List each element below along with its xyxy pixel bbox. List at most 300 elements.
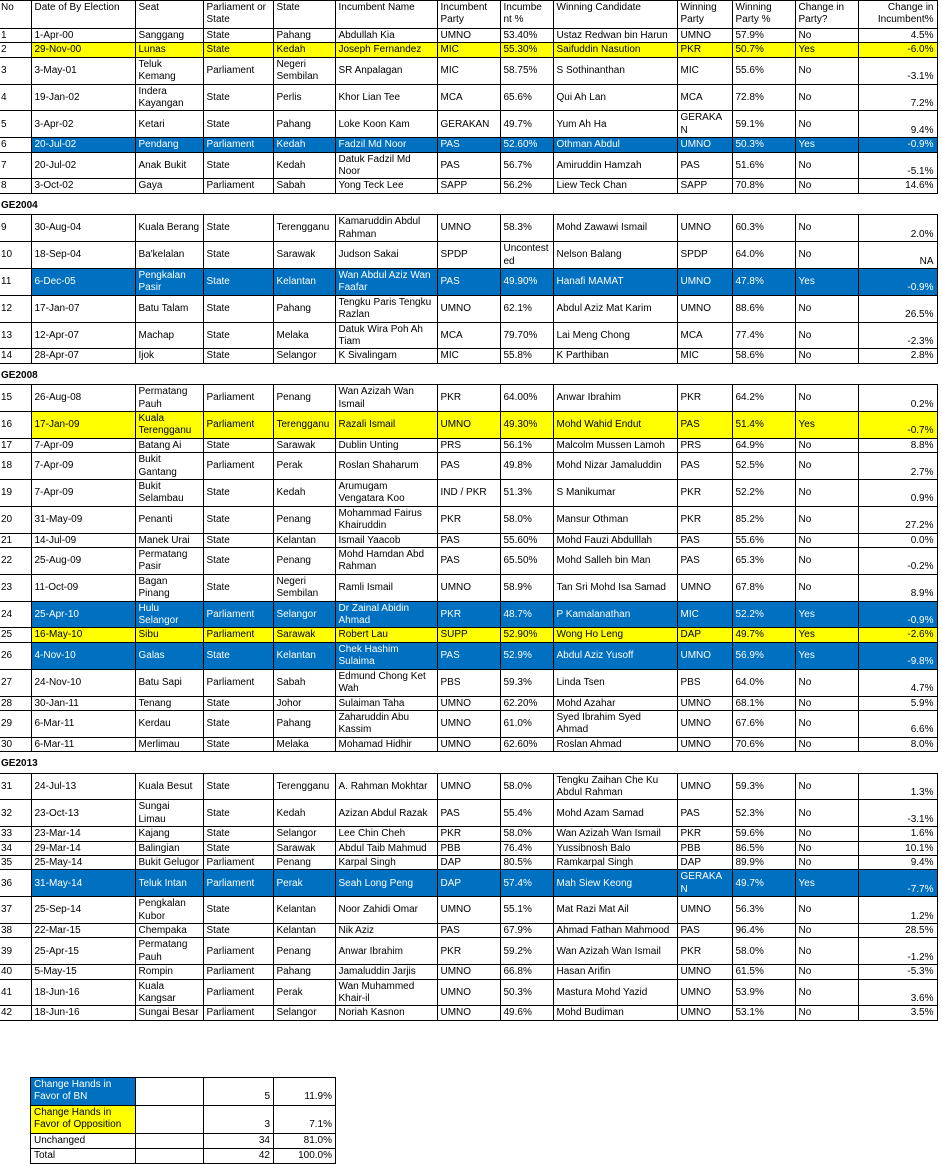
cell-parliament-or-state: Parliament xyxy=(203,855,273,869)
cell-no: 12 xyxy=(0,295,31,322)
cell-incumbent-name: Khor Lian Tee xyxy=(335,84,437,111)
cell-change-in-party: No xyxy=(795,827,858,841)
cell-change-in-party: No xyxy=(795,800,858,827)
cell-winning-candidate: Nelson Balang xyxy=(553,242,677,269)
cell-winning-party: MCA xyxy=(677,322,732,349)
cell-state: Perak xyxy=(273,979,335,1006)
cell-winning-candidate: Wong Ho Leng xyxy=(553,628,677,642)
cell-no: 33 xyxy=(0,827,31,841)
cell-incumbent-party: SAPP xyxy=(437,179,500,193)
cell-change-in-incumbent-pct: -5.3% xyxy=(858,965,937,979)
cell-incumbent-pct: 49.90% xyxy=(500,268,553,295)
header-date: Date of By Election xyxy=(31,1,135,29)
table-row xyxy=(0,57,937,84)
cell-change-in-party: No xyxy=(795,480,858,507)
cell-no: 24 xyxy=(0,601,31,628)
cell-change-in-incumbent-pct: -2.6% xyxy=(858,628,937,642)
cell-change-in-incumbent-pct: 28.5% xyxy=(858,924,937,938)
cell-incumbent-pct: 55.4% xyxy=(500,800,553,827)
cell-incumbent-name: Yong Teck Lee xyxy=(335,179,437,193)
cell-winning-candidate: Mohd Azam Samad xyxy=(553,800,677,827)
cell-incumbent-name: Arumugam Vengatara Koo xyxy=(335,480,437,507)
cell-incumbent-name: Ramli Ismail xyxy=(335,574,437,601)
cell-winning-party-pct: 56.3% xyxy=(732,897,795,924)
cell-incumbent-pct: 66.8% xyxy=(500,965,553,979)
cell-parliament-or-state: Parliament xyxy=(203,1006,273,1020)
cell-seat: Batu Talam xyxy=(135,295,203,322)
cell-date: 25-May-14 xyxy=(31,855,135,869)
cell-incumbent-party: SPDP xyxy=(437,242,500,269)
cell-no: 18 xyxy=(0,453,31,480)
cell-incumbent-pct: 56.1% xyxy=(500,438,553,452)
cell-state: Pahang xyxy=(273,29,335,43)
cell-state: Kelantan xyxy=(273,924,335,938)
cell-state: Johor xyxy=(273,696,335,710)
cell-incumbent-party: PAS xyxy=(437,800,500,827)
header-incumbent-party: Incumbent Party xyxy=(437,1,500,29)
cell-change-in-incumbent-pct: -0.2% xyxy=(858,548,937,575)
table-row xyxy=(0,138,937,152)
cell-incumbent-pct: 55.30% xyxy=(500,43,553,57)
cell-change-in-party: Yes xyxy=(795,43,858,57)
cell-no: 42 xyxy=(0,1006,31,1020)
table-row xyxy=(0,349,937,363)
cell-winning-candidate: Mastura Mohd Yazid xyxy=(553,979,677,1006)
cell-incumbent-pct: 48.7% xyxy=(500,601,553,628)
cell-date: 24-Jul-13 xyxy=(31,773,135,800)
cell-winning-candidate: Wan Azizah Wan Ismail xyxy=(553,938,677,965)
cell-change-in-incumbent-pct: 14.6% xyxy=(858,179,937,193)
cell-parliament-or-state: State xyxy=(203,897,273,924)
cell-state: Pahang xyxy=(273,965,335,979)
cell-change-in-party: No xyxy=(795,737,858,751)
cell-incumbent-party: MIC xyxy=(437,43,500,57)
cell-incumbent-name: Jamaluddin Jarjis xyxy=(335,965,437,979)
cell-state: Sarawak xyxy=(273,242,335,269)
cell-state: Pahang xyxy=(273,111,335,138)
summary-count: 3 xyxy=(204,1105,274,1133)
cell-incumbent-name: Datuk Wira Poh Ah Tiam xyxy=(335,322,437,349)
cell-incumbent-name: Razali Ismail xyxy=(335,411,437,438)
cell-parliament-or-state: State xyxy=(203,800,273,827)
cell-winning-party: UMNO xyxy=(677,642,732,669)
cell-seat: Bukit Gantang xyxy=(135,453,203,480)
summary-empty xyxy=(136,1105,204,1133)
cell-state: Perlis xyxy=(273,84,335,111)
cell-change-in-party: No xyxy=(795,84,858,111)
cell-state: Selangor xyxy=(273,1006,335,1020)
cell-winning-party: GERAKA N xyxy=(677,111,732,138)
cell-incumbent-party: IND / PKR xyxy=(437,480,500,507)
cell-no: 16 xyxy=(0,411,31,438)
cell-seat: Teluk Intan xyxy=(135,870,203,897)
cell-winning-party-pct: 64.9% xyxy=(732,438,795,452)
summary-empty xyxy=(136,1133,204,1148)
cell-change-in-incumbent-pct: 9.4% xyxy=(858,111,937,138)
cell-winning-candidate: Wan Azizah Wan Ismail xyxy=(553,827,677,841)
table-row xyxy=(0,506,937,533)
cell-winning-party: UMNO xyxy=(677,979,732,1006)
summary-label: Change Hands in Favor of BN xyxy=(31,1078,136,1106)
cell-date: 16-May-10 xyxy=(31,628,135,642)
cell-incumbent-name: Edmund Chong Ket Wah xyxy=(335,669,437,696)
cell-state: Kelantan xyxy=(273,268,335,295)
cell-state: Selangor xyxy=(273,349,335,363)
cell-winning-party-pct: 49.7% xyxy=(732,870,795,897)
cell-state: Terengganu xyxy=(273,773,335,800)
cell-no: 38 xyxy=(0,924,31,938)
cell-no: 31 xyxy=(0,773,31,800)
cell-incumbent-pct: 58.3% xyxy=(500,215,553,242)
table-row xyxy=(0,924,937,938)
cell-winning-candidate: Abdul Aziz Yusoff xyxy=(553,642,677,669)
cell-parliament-or-state: State xyxy=(203,827,273,841)
cell-incumbent-pct: 52.60% xyxy=(500,138,553,152)
cell-seat: Kajang xyxy=(135,827,203,841)
cell-winning-party: PKR xyxy=(677,938,732,965)
cell-change-in-incumbent-pct: 4.7% xyxy=(858,669,937,696)
cell-incumbent-party: PKR xyxy=(437,601,500,628)
cell-parliament-or-state: State xyxy=(203,438,273,452)
cell-parliament-or-state: State xyxy=(203,242,273,269)
cell-parliament-or-state: State xyxy=(203,322,273,349)
cell-incumbent-party: PKR xyxy=(437,506,500,533)
cell-winning-candidate: Abdul Aziz Mat Karim xyxy=(553,295,677,322)
cell-incumbent-party: MCA xyxy=(437,84,500,111)
cell-incumbent-name: Ismail Yaacob xyxy=(335,533,437,547)
cell-change-in-incumbent-pct: -0.9% xyxy=(858,601,937,628)
cell-change-in-incumbent-pct: 3.6% xyxy=(858,979,937,1006)
cell-winning-party-pct: 53.1% xyxy=(732,1006,795,1020)
cell-winning-candidate: Saifuddin Nasution xyxy=(553,43,677,57)
cell-winning-candidate: Qui Ah Lan xyxy=(553,84,677,111)
cell-seat: Pengkalan Kubor xyxy=(135,897,203,924)
table-row xyxy=(0,669,937,696)
summary-row xyxy=(31,1105,336,1133)
cell-seat: Tenang xyxy=(135,696,203,710)
cell-incumbent-party: MIC xyxy=(437,57,500,84)
table-row xyxy=(0,628,937,642)
cell-winning-party: UMNO xyxy=(677,965,732,979)
cell-seat: Sanggang xyxy=(135,29,203,43)
cell-winning-party-pct: 70.8% xyxy=(732,179,795,193)
summary-pct: 7.1% xyxy=(274,1105,336,1133)
cell-no: 7 xyxy=(0,152,31,179)
cell-incumbent-party: PKR xyxy=(437,938,500,965)
cell-incumbent-name: Seah Long Peng xyxy=(335,870,437,897)
cell-seat: Batang Ai xyxy=(135,438,203,452)
cell-winning-candidate: Amiruddin Hamzah xyxy=(553,152,677,179)
cell-change-in-party: Yes xyxy=(795,870,858,897)
cell-winning-candidate: Liew Teck Chan xyxy=(553,179,677,193)
cell-winning-candidate: Syed Ibrahim Syed Ahmad xyxy=(553,710,677,737)
cell-incumbent-pct: 58.9% xyxy=(500,574,553,601)
header-no: No xyxy=(0,1,31,29)
cell-incumbent-party: UMNO xyxy=(437,295,500,322)
cell-winning-party: UMNO xyxy=(677,574,732,601)
cell-winning-party-pct: 64.2% xyxy=(732,385,795,412)
cell-winning-party-pct: 88.6% xyxy=(732,295,795,322)
cell-seat: Anak Bukit xyxy=(135,152,203,179)
table-row xyxy=(0,438,937,452)
cell-incumbent-pct: 65.50% xyxy=(500,548,553,575)
cell-incumbent-party: UMNO xyxy=(437,737,500,751)
cell-winning-party-pct: 47.8% xyxy=(732,268,795,295)
cell-date: 7-Apr-09 xyxy=(31,453,135,480)
cell-change-in-party: No xyxy=(795,979,858,1006)
cell-incumbent-party: UMNO xyxy=(437,979,500,1006)
cell-no: 36 xyxy=(0,870,31,897)
cell-winning-party: SAPP xyxy=(677,179,732,193)
cell-state: Kedah xyxy=(273,480,335,507)
cell-change-in-incumbent-pct: -0.7% xyxy=(858,411,937,438)
cell-change-in-incumbent-pct: 1.3% xyxy=(858,773,937,800)
cell-no: 11 xyxy=(0,268,31,295)
cell-no: 26 xyxy=(0,642,31,669)
cell-winning-candidate: Anwar Ibrahim xyxy=(553,385,677,412)
cell-winning-party: PAS xyxy=(677,411,732,438)
cell-no: 22 xyxy=(0,548,31,575)
cell-incumbent-pct: 62.1% xyxy=(500,295,553,322)
cell-winning-party: PKR xyxy=(677,506,732,533)
cell-seat: Ba'kelalan xyxy=(135,242,203,269)
cell-date: 31-May-09 xyxy=(31,506,135,533)
cell-state: Perak xyxy=(273,453,335,480)
cell-winning-party: PAS xyxy=(677,548,732,575)
cell-date: 3-May-01 xyxy=(31,57,135,84)
cell-winning-party-pct: 64.0% xyxy=(732,669,795,696)
summary-empty xyxy=(136,1078,204,1106)
cell-no: 6 xyxy=(0,138,31,152)
cell-incumbent-party: MIC xyxy=(437,349,500,363)
cell-parliament-or-state: State xyxy=(203,710,273,737)
cell-parliament-or-state: State xyxy=(203,29,273,43)
cell-incumbent-name: Robert Lau xyxy=(335,628,437,642)
cell-no: 21 xyxy=(0,533,31,547)
cell-incumbent-pct: 56.2% xyxy=(500,179,553,193)
section-row xyxy=(0,193,937,214)
cell-incumbent-pct: 59.3% xyxy=(500,669,553,696)
cell-date: 18-Jun-16 xyxy=(31,979,135,1006)
cell-incumbent-party: PRS xyxy=(437,438,500,452)
cell-winning-candidate: Mohd Wahid Endut xyxy=(553,411,677,438)
cell-winning-party-pct: 52.2% xyxy=(732,601,795,628)
cell-state: Melaka xyxy=(273,322,335,349)
cell-change-in-incumbent-pct: 0.9% xyxy=(858,480,937,507)
cell-change-in-incumbent-pct: 0.2% xyxy=(858,385,937,412)
cell-incumbent-party: GERAKAN xyxy=(437,111,500,138)
cell-incumbent-party: PAS xyxy=(437,533,500,547)
cell-incumbent-name: Abdullah Kia xyxy=(335,29,437,43)
cell-incumbent-party: DAP xyxy=(437,855,500,869)
cell-change-in-incumbent-pct: 8.9% xyxy=(858,574,937,601)
cell-incumbent-name: Lee Chin Cheh xyxy=(335,827,437,841)
cell-date: 14-Jul-09 xyxy=(31,533,135,547)
cell-winning-party: PAS xyxy=(677,533,732,547)
cell-incumbent-name: K Sivalingam xyxy=(335,349,437,363)
table-row xyxy=(0,773,937,800)
cell-no: 29 xyxy=(0,710,31,737)
cell-winning-party: UMNO xyxy=(677,897,732,924)
cell-seat: Lunas xyxy=(135,43,203,57)
cell-no: 41 xyxy=(0,979,31,1006)
cell-winning-candidate: Hasan Arifin xyxy=(553,965,677,979)
cell-date: 25-Sep-14 xyxy=(31,897,135,924)
cell-change-in-incumbent-pct: 3.5% xyxy=(858,1006,937,1020)
cell-incumbent-pct: 64.00% xyxy=(500,385,553,412)
cell-parliament-or-state: Parliament xyxy=(203,601,273,628)
cell-winning-party: UMNO xyxy=(677,138,732,152)
cell-incumbent-party: PBB xyxy=(437,841,500,855)
cell-incumbent-pct: 55.60% xyxy=(500,533,553,547)
summary-label: Total xyxy=(31,1149,136,1164)
cell-winning-party: PBS xyxy=(677,669,732,696)
cell-change-in-party: No xyxy=(795,965,858,979)
cell-winning-candidate: Mohd Zawawi Ismail xyxy=(553,215,677,242)
cell-incumbent-party: PAS xyxy=(437,453,500,480)
cell-state: Kedah xyxy=(273,800,335,827)
cell-winning-party-pct: 51.4% xyxy=(732,411,795,438)
cell-incumbent-party: UMNO xyxy=(437,710,500,737)
cell-winning-party: UMNO xyxy=(677,773,732,800)
cell-seat: Ketari xyxy=(135,111,203,138)
cell-winning-party-pct: 58.6% xyxy=(732,349,795,363)
cell-incumbent-pct: 58.75% xyxy=(500,57,553,84)
cell-seat: Ijok xyxy=(135,349,203,363)
header-winning-candidate: Winning Candidate xyxy=(553,1,677,29)
cell-winning-party-pct: 52.5% xyxy=(732,453,795,480)
cell-date: 25-Aug-09 xyxy=(31,548,135,575)
cell-change-in-incumbent-pct: 7.2% xyxy=(858,84,937,111)
cell-incumbent-pct: 53.40% xyxy=(500,29,553,43)
cell-incumbent-name: A. Rahman Mokhtar xyxy=(335,773,437,800)
cell-no: 40 xyxy=(0,965,31,979)
cell-incumbent-party: PAS xyxy=(437,138,500,152)
cell-incumbent-party: UMNO xyxy=(437,897,500,924)
cell-parliament-or-state: Parliament xyxy=(203,453,273,480)
section-row xyxy=(0,363,937,384)
table-row xyxy=(0,855,937,869)
summary-count: 34 xyxy=(204,1133,274,1148)
cell-state: Melaka xyxy=(273,737,335,751)
cell-state: Penang xyxy=(273,506,335,533)
cell-winning-party-pct: 51.6% xyxy=(732,152,795,179)
cell-seat: Balingian xyxy=(135,841,203,855)
cell-parliament-or-state: State xyxy=(203,737,273,751)
cell-change-in-incumbent-pct: -9.8% xyxy=(858,642,937,669)
cell-winning-party: GERAKA N xyxy=(677,870,732,897)
table-row xyxy=(0,1006,937,1020)
cell-parliament-or-state: Parliament xyxy=(203,138,273,152)
cell-winning-party: UMNO xyxy=(677,268,732,295)
cell-incumbent-name: Dr Zainal Abidin Ahmad xyxy=(335,601,437,628)
cell-incumbent-pct: 52.9% xyxy=(500,642,553,669)
cell-date: 26-Aug-08 xyxy=(31,385,135,412)
cell-change-in-party: No xyxy=(795,57,858,84)
cell-incumbent-name: Wan Muhammed Khair-il xyxy=(335,979,437,1006)
cell-winning-party: PAS xyxy=(677,453,732,480)
cell-change-in-party: Yes xyxy=(795,138,858,152)
section-label: GE2004 xyxy=(0,193,937,214)
cell-no: 39 xyxy=(0,938,31,965)
cell-incumbent-name: Mohamad Hidhir xyxy=(335,737,437,751)
cell-date: 29-Mar-14 xyxy=(31,841,135,855)
cell-winning-party-pct: 64.0% xyxy=(732,242,795,269)
cell-change-in-party: No xyxy=(795,924,858,938)
cell-date: 22-Mar-15 xyxy=(31,924,135,938)
table-row xyxy=(0,710,937,737)
cell-winning-party: UMNO xyxy=(677,737,732,751)
cell-parliament-or-state: Parliament xyxy=(203,669,273,696)
table-row xyxy=(0,696,937,710)
cell-incumbent-name: Dublin Unting xyxy=(335,438,437,452)
cell-incumbent-pct: 58.0% xyxy=(500,506,553,533)
cell-parliament-or-state: State xyxy=(203,773,273,800)
cell-winning-candidate: Mohd Budiman xyxy=(553,1006,677,1020)
cell-seat: Kuala Besut xyxy=(135,773,203,800)
cell-winning-candidate: Tengku Zaihan Che Ku Abdul Rahman xyxy=(553,773,677,800)
cell-parliament-or-state: State xyxy=(203,43,273,57)
cell-incumbent-party: PAS xyxy=(437,924,500,938)
cell-incumbent-party: PAS xyxy=(437,268,500,295)
cell-date: 30-Jan-11 xyxy=(31,696,135,710)
cell-parliament-or-state: State xyxy=(203,152,273,179)
table-row xyxy=(0,385,937,412)
cell-winning-candidate: Mohd Salleh bin Man xyxy=(553,548,677,575)
cell-incumbent-pct: 58.0% xyxy=(500,827,553,841)
cell-seat: Bagan Pinang xyxy=(135,574,203,601)
cell-parliament-or-state: Parliament xyxy=(203,965,273,979)
cell-no: 8 xyxy=(0,179,31,193)
cell-seat: Bukit Gelugor xyxy=(135,855,203,869)
section-label: GE2008 xyxy=(0,363,937,384)
cell-winning-party-pct: 86.5% xyxy=(732,841,795,855)
cell-change-in-party: No xyxy=(795,322,858,349)
cell-state: Sarawak xyxy=(273,438,335,452)
cell-seat: Manek Urai xyxy=(135,533,203,547)
cell-change-in-incumbent-pct: NA xyxy=(858,242,937,269)
cell-date: 11-Oct-09 xyxy=(31,574,135,601)
cell-winning-party-pct: 52.2% xyxy=(732,480,795,507)
summary-table xyxy=(30,1077,336,1164)
cell-winning-party: MIC xyxy=(677,57,732,84)
cell-incumbent-pct: 51.3% xyxy=(500,480,553,507)
cell-no: 37 xyxy=(0,897,31,924)
cell-incumbent-name: Wan Azizah Wan Ismail xyxy=(335,385,437,412)
cell-winning-party-pct: 55.6% xyxy=(732,57,795,84)
cell-no: 1 xyxy=(0,29,31,43)
cell-state: Selangor xyxy=(273,827,335,841)
cell-change-in-incumbent-pct: -3.1% xyxy=(858,800,937,827)
table-row xyxy=(0,179,937,193)
cell-incumbent-name: Roslan Shaharum xyxy=(335,453,437,480)
cell-no: 17 xyxy=(0,438,31,452)
cell-seat: Permatang Pasir xyxy=(135,548,203,575)
cell-change-in-incumbent-pct: -1.2% xyxy=(858,938,937,965)
cell-winning-party: PBB xyxy=(677,841,732,855)
cell-no: 5 xyxy=(0,111,31,138)
header-winning-party: Winning Party xyxy=(677,1,732,29)
cell-incumbent-name: Datuk Fadzil Md Noor xyxy=(335,152,437,179)
cell-date: 6-Mar-11 xyxy=(31,710,135,737)
table-row xyxy=(0,601,937,628)
cell-winning-candidate: Mohd Fauzi Abdulllah xyxy=(553,533,677,547)
section-row xyxy=(0,752,937,773)
cell-winning-party-pct: 59.1% xyxy=(732,111,795,138)
cell-change-in-party: No xyxy=(795,841,858,855)
cell-change-in-incumbent-pct: 0.0% xyxy=(858,533,937,547)
cell-state: Pahang xyxy=(273,710,335,737)
